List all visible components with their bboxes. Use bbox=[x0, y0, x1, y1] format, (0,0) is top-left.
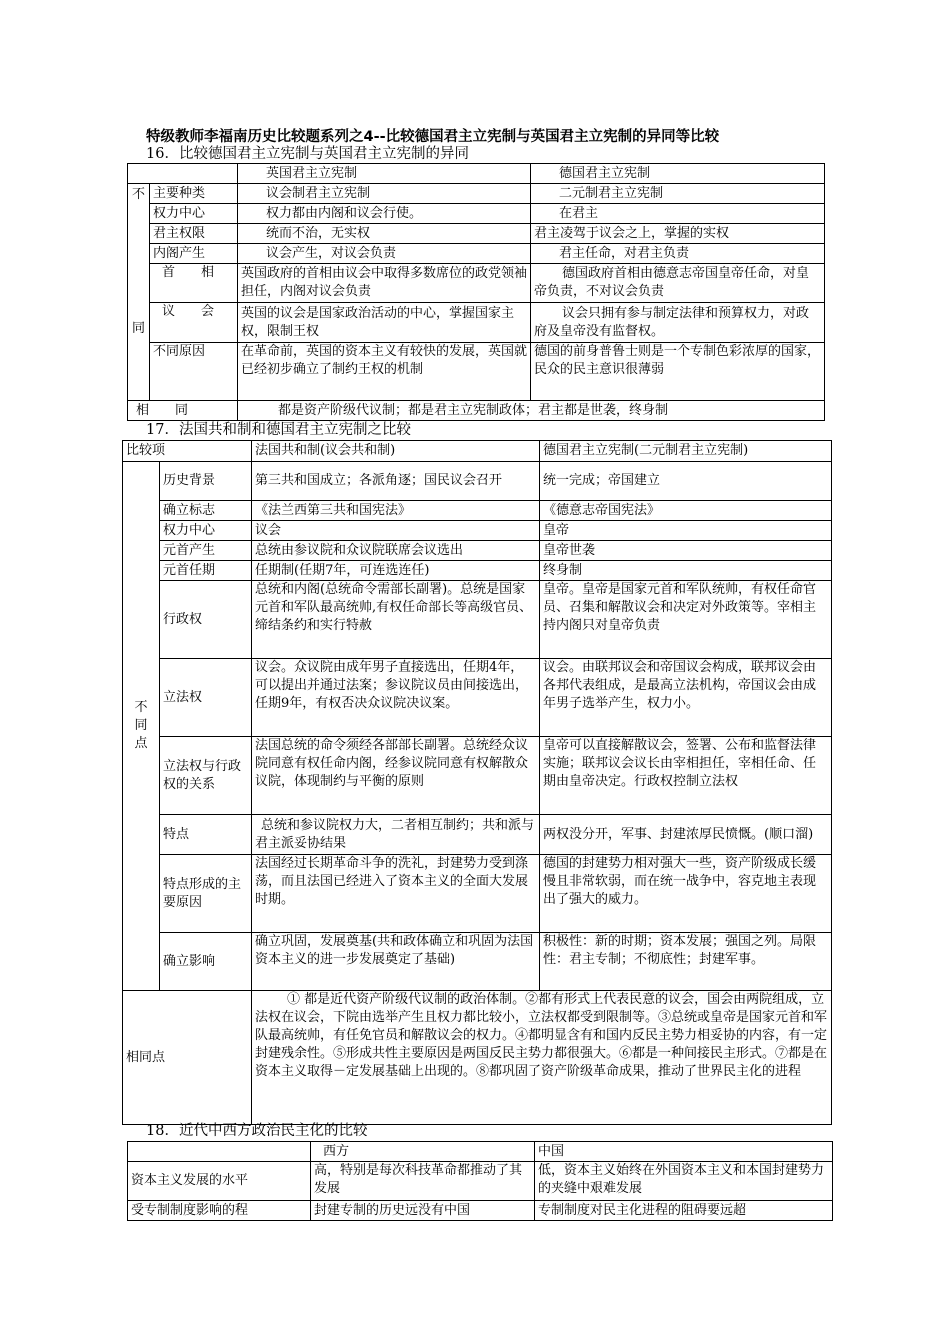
same-text: 都是资产阶级代议制；都是君主立宪制政体；君主都是世袭，终身制 bbox=[238, 401, 825, 421]
row-label: 内阁产生 bbox=[150, 244, 238, 264]
row-label: 行政权 bbox=[160, 581, 252, 659]
same-label: 相同点 bbox=[123, 991, 252, 1125]
table-17-header bbox=[123, 441, 832, 462]
section-16-title: 16．比较德国君主立宪制与英国君主立宪制的异同 bbox=[146, 146, 469, 162]
table-16 bbox=[127, 163, 825, 421]
row-label: 特点形成的主要原因 bbox=[160, 855, 252, 933]
table-row: 不 同 点 历史背景 第三共和国成立；各派角逐；国民议会召开 统一完成；帝国建立 bbox=[123, 462, 832, 501]
col-item-header: 比较项 bbox=[123, 441, 252, 462]
table-row: 议 会 英国的议会是国家政治活动的中心，掌握国家主权，限制王权 议会只拥有参与制定法律和预算权力，对政府及皇帝没有监督权。 bbox=[128, 303, 825, 343]
table-row: 元首产生 总统由参议院和众议院联席会议选出 皇帝世袭 bbox=[123, 541, 832, 561]
row-label: 议 会 bbox=[150, 303, 238, 343]
table-row: 权力中心 议会 皇帝 bbox=[123, 521, 832, 541]
table-18 bbox=[127, 1141, 833, 1221]
table-18-header bbox=[128, 1142, 833, 1162]
row-label: 立法权与行政权的关系 bbox=[160, 737, 252, 815]
table-row: 受专制制度影响的程 封建专制的历史远没有中国 专制制度对民主化进程的阻碍要远超 bbox=[128, 1201, 833, 1221]
col-de-header: 德国君主立宪制(二元制君主立宪制) bbox=[540, 441, 832, 462]
table-row-same bbox=[123, 991, 832, 1125]
diff-label: 不 同 bbox=[128, 184, 150, 401]
table-row: 内阁产生 议会产生，对议会负责 君主任命，对君主负责 bbox=[128, 244, 825, 264]
row-label: 立法权 bbox=[160, 659, 252, 737]
row-label: 君主权限 bbox=[150, 224, 238, 244]
row-label: 元首产生 bbox=[160, 541, 252, 561]
table-row: 资本主义发展的水平 高，特别是每次科技革命都推动了其发展 低，资本主义始终在外国资本主义和本国封建势力的夹缝中艰难发展 bbox=[128, 1162, 833, 1201]
section-17-title: 17．法国共和制和德国君主立宪制之比较 bbox=[146, 422, 411, 438]
table-row: 不 同 主要种类 议会制君主立宪制 二元制君主立宪制 bbox=[128, 184, 825, 204]
row-label: 历史背景 bbox=[160, 462, 252, 501]
table-row: 不同原因 在革命前，英国的资本主义有较快的发展，英国就已经初步确立了制约王权的机制 德国的前身普鲁士则是一个专制色彩浓厚的国家，民众的民主意识很薄弱 bbox=[128, 343, 825, 401]
document-title: 特级教师李福南历史比较题系列之4--比较德国君主立宪制与英国君主立宪制的异同等比较 bbox=[146, 129, 720, 145]
col-fr-header: 法国共和制(议会共和制) bbox=[252, 441, 540, 462]
table-row: 权力中心 权力都由内阁和议会行使。 在君主 bbox=[128, 204, 825, 224]
row-label: 确立影响 bbox=[160, 933, 252, 991]
row-label: 主要种类 bbox=[150, 184, 238, 204]
same-label: 相 同 bbox=[128, 401, 238, 421]
row-label: 元首任期 bbox=[160, 561, 252, 581]
row-label: 不同原因 bbox=[150, 343, 238, 401]
table-row: 特点形成的主要原因 法国经过长期革命斗争的洗礼，封建势力受到涤荡，而且法国已经进入了资本主义的全面大发展时期。 德国的封建势力相对强大一些，资产阶级成长缓慢且非常软弱，而在统一战争中，容克地主表现出了强大的威力。 bbox=[123, 855, 832, 933]
table-row-same bbox=[128, 401, 825, 421]
table-17 bbox=[122, 440, 832, 1125]
table-row: 立法权与行政权的关系 法国总统的命令须经各部部长副署。总统经众议院同意有权任命内阁，经参议院同意有权解散众议院，体现制约与平衡的原则 皇帝可以直接解散议会，签署、公布和监督法律实施；联邦议会议长由宰相担任，宰相任命、任期由皇帝决定。行政权控制立法权 bbox=[123, 737, 832, 815]
table-row: 首 相 英国政府的首相由议会中取得多数席位的政党领袖担任，内阁对议会负责 德国政府首相由德意志帝国皇帝任命，对皇帝负责，不对议会负责 bbox=[128, 264, 825, 303]
row-label: 资本主义发展的水平 bbox=[128, 1162, 311, 1201]
row-label: 受专制制度影响的程 bbox=[128, 1201, 311, 1221]
col-uk-header: 英国君主立宪制 bbox=[238, 164, 531, 184]
table-row: 君主权限 统而不治，无实权 君主凌驾于议会之上，掌握的实权 bbox=[128, 224, 825, 244]
row-label: 特点 bbox=[160, 815, 252, 855]
table-row: 立法权 议会。众议院由成年男子直接选出，任期4年，可以提出并通过法案；参议院议员由间接选出，任期9年，有权否决众议院决议案。 议会。由联邦议会和帝国议会构成，联邦议会由各邦代表组成，是最高立法机构，帝国议会由成年男子选举产生，权力小。 bbox=[123, 659, 832, 737]
col-de-header: 德国君主立宪制 bbox=[531, 164, 825, 184]
row-label: 权力中心 bbox=[160, 521, 252, 541]
table-row: 确立标志 《法兰西第三共和国宪法》 《德意志帝国宪法》 bbox=[123, 501, 832, 521]
diff-label: 不 同 点 bbox=[123, 462, 160, 991]
section-18-title: 18．近代中西方政治民主化的比较 bbox=[146, 1123, 368, 1139]
row-label: 权力中心 bbox=[150, 204, 238, 224]
table-16-header bbox=[128, 164, 825, 184]
table-row: 元首任期 任期制(任期7年，可连选连任) 终身制 bbox=[123, 561, 832, 581]
table-row: 特点 总统和参议院权力大，二者相互制约；共和派与君主派妥协结果 两权没分开，军事、封建浓厚民愤慨。(顺口溜) bbox=[123, 815, 832, 855]
table-row: 确立影响 确立巩固，发展奠基(共和政体确立和巩固为法国资本主义的进一步发展奠定了基础) 积极性：新的时期；资本发展；强国之列。局限性：君主专制；不彻底性；封建军事。 bbox=[123, 933, 832, 991]
row-label: 确立标志 bbox=[160, 501, 252, 521]
table-row: 行政权 总统和内阁(总统命令需部长副署)。总统是国家元首和军队最高统帅,有权任命部长等高级官员、缔结条约和实行特赦 皇帝。皇帝是国家元首和军队统帅，有权任命官员、召集和解散议会和决定对外政策等。宰相主持内阁只对皇帝负责 bbox=[123, 581, 832, 659]
same-text: ① 都是近代资产阶级代议制的政治体制。②都有形式上代表民意的议会，国会由两院组成，立法权在议会，下院由选举产生且权力都比较小，立法权都受到限制等。③总统或皇帝是国家元首和军队最高统帅，有任免官员和解散议会的权力。④都明显含有和国内反民主势力相妥协的内容，有一定封建残余性。⑤形成共性主要原因是两国反民主势力都很强大。⑥都是一种间接民主形式。⑦都是在资本主义取得－定发展基础上出现的。⑧都巩固了资产阶级革命成果，推动了世界民主化的进程 bbox=[252, 991, 832, 1125]
row-label: 首 相 bbox=[150, 264, 238, 303]
col-cn-header: 中国 bbox=[535, 1142, 833, 1162]
col-west-header: 西方 bbox=[311, 1142, 535, 1162]
